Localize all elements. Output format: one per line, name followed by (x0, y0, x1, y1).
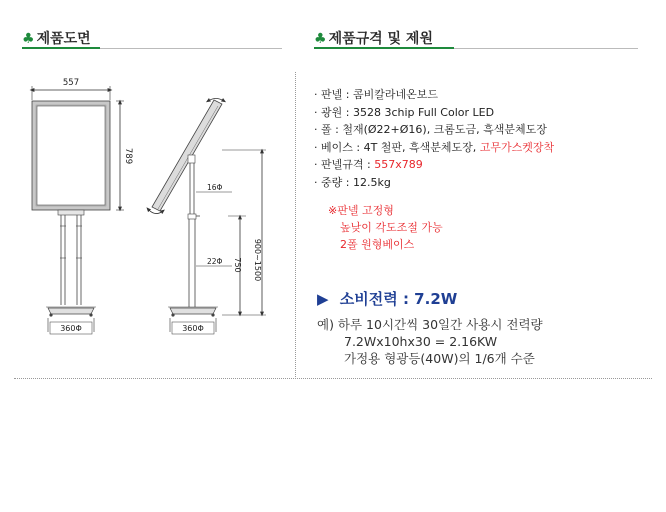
club-icon: ♣ (314, 31, 327, 47)
base-side-dimension-label: 360Φ (182, 324, 204, 333)
power-consumption (317, 288, 457, 309)
usage-example (317, 316, 543, 367)
spec-row-pole: · 폴 : 철재(Ø22+Ø16), 크롬도금, 흑색분체도장 (314, 123, 547, 136)
spec-title-underline (314, 47, 454, 49)
spec-title-rule (454, 48, 638, 49)
drawing-section-title: ♣ 제품도면 (22, 31, 91, 47)
notes-line: 높낮이 각도조절 가능 (340, 221, 443, 234)
notes-line: 2폴 원형베이스 (340, 238, 415, 251)
notes-title: ※판넬 고정형 (328, 204, 394, 217)
base-front-dimension-label: 360Φ (60, 324, 82, 333)
width-dimension-label: 557 (62, 78, 80, 88)
feature-notes (328, 202, 443, 253)
power-text: 소비전력 : 7.2W (339, 290, 458, 308)
spec-row-weight: · 중량 : 12.5kg (314, 175, 391, 189)
pole-length-label: 750 (233, 257, 242, 273)
example-line-1: 예) 하루 10시간씩 30일간 사용시 전력량 (317, 317, 543, 332)
pole-top-diameter-label: 16Φ (207, 183, 223, 192)
triangle-right-icon: ▶ (317, 290, 329, 308)
example-line-3: 가정용 형광등(40W)의 1/6개 수준 (344, 351, 535, 366)
product-drawing (0, 0, 296, 378)
spec-row-base: · 베이스 : 4T 철판, 흑색분체도장, 고무가스켓장착 (314, 140, 555, 154)
adjust-range-label: 900~1500 (253, 238, 262, 282)
pole-bottom-diameter-label: 22Φ (207, 257, 223, 266)
spec-list (314, 86, 554, 191)
club-icon: ♣ (22, 31, 35, 47)
spec-row-light-source: · 광원 : 3528 3chip Full Color LED (314, 105, 495, 119)
spec-row-panel-size: · 판넬규격 : 557x789 (314, 158, 423, 171)
section-divider (14, 378, 652, 379)
spec-section-title: ♣ 제품규격 및 제원 (314, 31, 433, 47)
height-dimension-label: 789 (123, 147, 133, 165)
example-line-2: 7.2Wx10hx30 = 2.16KW (344, 334, 498, 349)
spec-row-panel: · 판넬 : 콤비칼라네온보드 (314, 88, 438, 101)
